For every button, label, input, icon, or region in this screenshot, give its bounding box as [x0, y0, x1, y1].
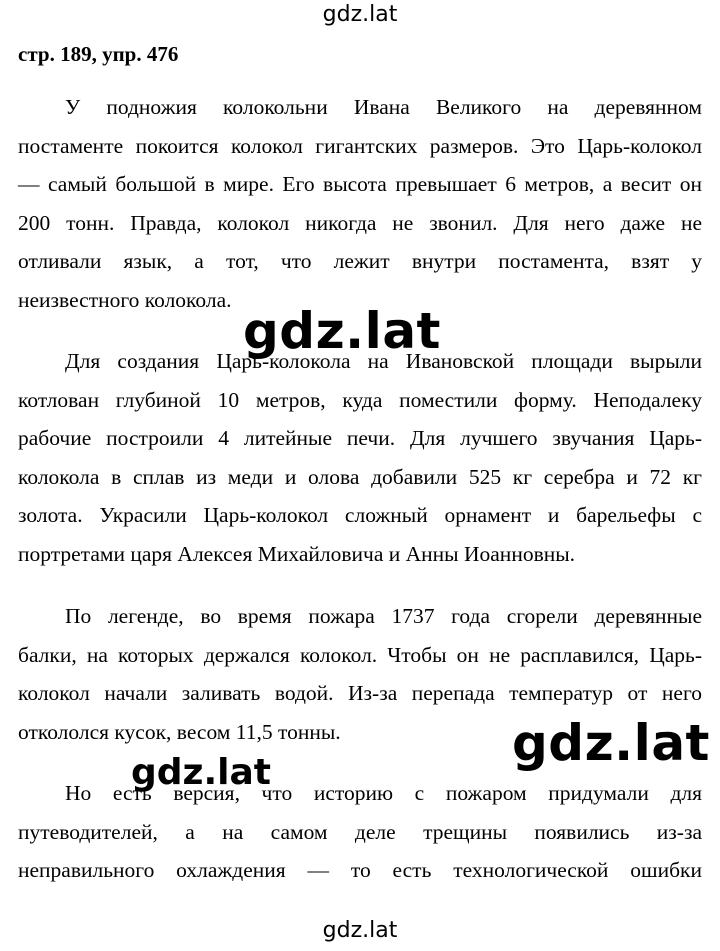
text-line: откололся кусок, весом 11,5 тонны.	[18, 719, 341, 744]
text-line: колокол начали заливать водой. Из-за перепада температур от него	[18, 681, 702, 705]
text-line: 200 тонн. Правда, колокол никогда не звонил. Для него даже не	[18, 210, 702, 235]
text-line: По легенде, во время пожара 1737 года сгорели деревянные	[65, 604, 702, 628]
text-line: — самый большой в мире. Его высота превышает 6 метров, а весит он	[18, 172, 702, 196]
paragraph-1	[18, 88, 702, 319]
text-line: Для создания Царь-колокола на Ивановской площади вырыли	[65, 349, 702, 373]
text-line: неизвестного колокола.	[18, 287, 232, 312]
text-line: колокола в сплав из меди и олова добавили 525 кг серебра и 72 кг	[18, 464, 702, 489]
text-line: постаменте покоится колокол гигантских размеров. Это Царь-колокол	[18, 133, 702, 158]
text-line: золота. Украсили Царь-колокол сложный орнамент и барельефы с	[18, 503, 702, 527]
text-line: котлован глубиной 10 метров, куда поместили форму. Неподалеку	[18, 387, 702, 412]
text-line: балки, на которых держался колокол. Чтобы он не расплавился, Царь-	[18, 642, 702, 667]
watermark-top: gdz.lat	[322, 2, 398, 27]
text-line: отливали язык, а тот, что лежит внутри постамента, взят у	[18, 249, 702, 273]
text-line: неправильного охлаждения — то есть технологической ошибки	[18, 858, 702, 882]
watermark-large: gdz.lat	[512, 714, 710, 772]
exercise-heading: стр. 189, упр. 476	[18, 42, 179, 66]
paragraph-2	[18, 342, 702, 573]
text-line: портретами царя Алексея Михайловича и Анны Иоанновны.	[18, 541, 576, 566]
watermark-large: gdz.lat	[243, 302, 441, 360]
text-line: Но есть версия, что историю с пожаром придумали для	[65, 781, 702, 805]
paragraph-4	[18, 774, 702, 890]
text-line: путеводителей, а на самом деле трещины появились из-за	[18, 819, 702, 844]
watermark-bottom: gdz.lat	[322, 918, 398, 943]
watermark-medium: gdz.lat	[131, 752, 272, 793]
text-line: У подножия колокольни Ивана Великого на деревянном	[65, 95, 702, 119]
text-line: рабочие построили 4 литейные печи. Для лучшего звучания Царь-	[18, 426, 702, 450]
